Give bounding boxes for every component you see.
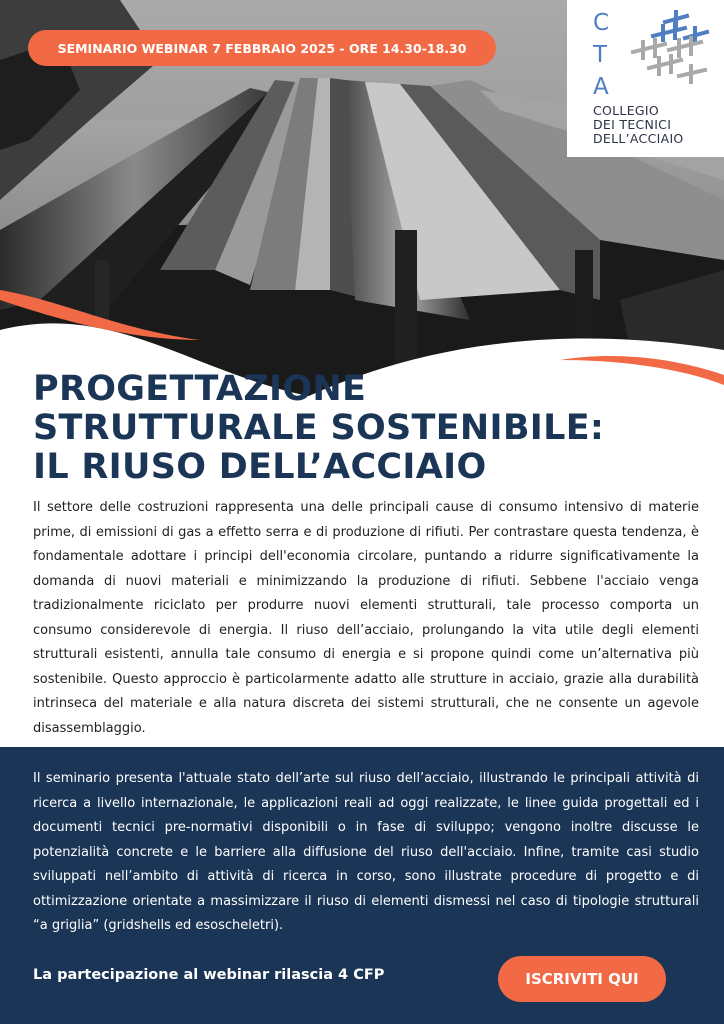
logo-letter-c: C: [593, 10, 610, 36]
event-date-label: SEMINARIO WEBINAR 7 FEBBRAIO 2025 - ORE 14.30-18.30: [57, 40, 467, 56]
seminar-paragraph: Il seminario presenta l'attuale stato dell’arte sul riuso dell’acciaio, illustrando le principali attività di ricerca a livello internazionale, le applicazioni reali ad oggi realizzate, le linee guida progettali ed i documenti tecnici pre-normativi disponibili o in fase di sviluppo; vengono inoltre discusse le potenzialità concrete e le barriere alla diffusione del riuso dell'acciaio. Infine, tramite casi studio sviluppati nell’ambito di attività di ricerca in corso, sono illustrate procedure di progetto e di ottimizzazione orientate a massimizzare il riuso di elementi dismessi nel caso di tipologie strutturali “a griglia” (gridshells ed esoscheletri).: [33, 771, 699, 933]
logo-letter-a: A: [593, 74, 609, 100]
intro-paragraph: Il settore delle costruzioni rappresenta una delle principali cause di consumo intensivo di materie prime, di emissioni di gas a effetto serra e di produzione di rifiuti. Per contrastare questa tendenza, è fondamentale adottare i principi dell'economia circolare, puntando a ridurre significativamente la domanda di nuovi materiali e minimizzando la produzione di rifiuti. Sebbene l'acciaio venga tradizionalmente riciclato per produrre nuovi elementi strutturali, tale processo comporta un consumo considerevole di energia. Il riuso dell’acciaio, prolungando la vita utile degli elementi strutturali esistenti, annulla tale consumo di energia e si propone quindi come un’alternativa più sostenibile. Questo approccio è particolarmente adatto alle strutture in acciaio, grazie alla durabilità intrinseca del materiale e alla natura discreta dei sistemi strutturali, che ne consente un agevole disassemblaggio.: [33, 500, 699, 736]
cta-logo: [567, 0, 724, 157]
register-button[interactable]: [498, 956, 666, 1002]
logo-text-line2: DEI TECNICI: [593, 117, 672, 132]
register-button-label: ISCRIVITI QUI: [525, 970, 639, 988]
title-line-1: PROGETTAZIONE: [33, 369, 367, 409]
cfp-notice: La partecipazione al webinar rilascia 4 CFP: [33, 967, 385, 983]
event-date-badge: [28, 30, 496, 66]
logo-grid-icon: [625, 10, 715, 90]
page-title: [33, 370, 693, 487]
logo-letter-t: T: [593, 42, 608, 68]
title-line-2: STRUTTURALE SOSTENIBILE:: [33, 408, 605, 448]
logo-text-line1: COLLEGIO: [593, 103, 660, 118]
logo-text-line3: DELL’ACCIAIO: [593, 131, 684, 146]
seminar-section: [0, 747, 724, 1024]
title-line-3: IL RIUSO DELL’ACCIAIO: [33, 447, 487, 487]
